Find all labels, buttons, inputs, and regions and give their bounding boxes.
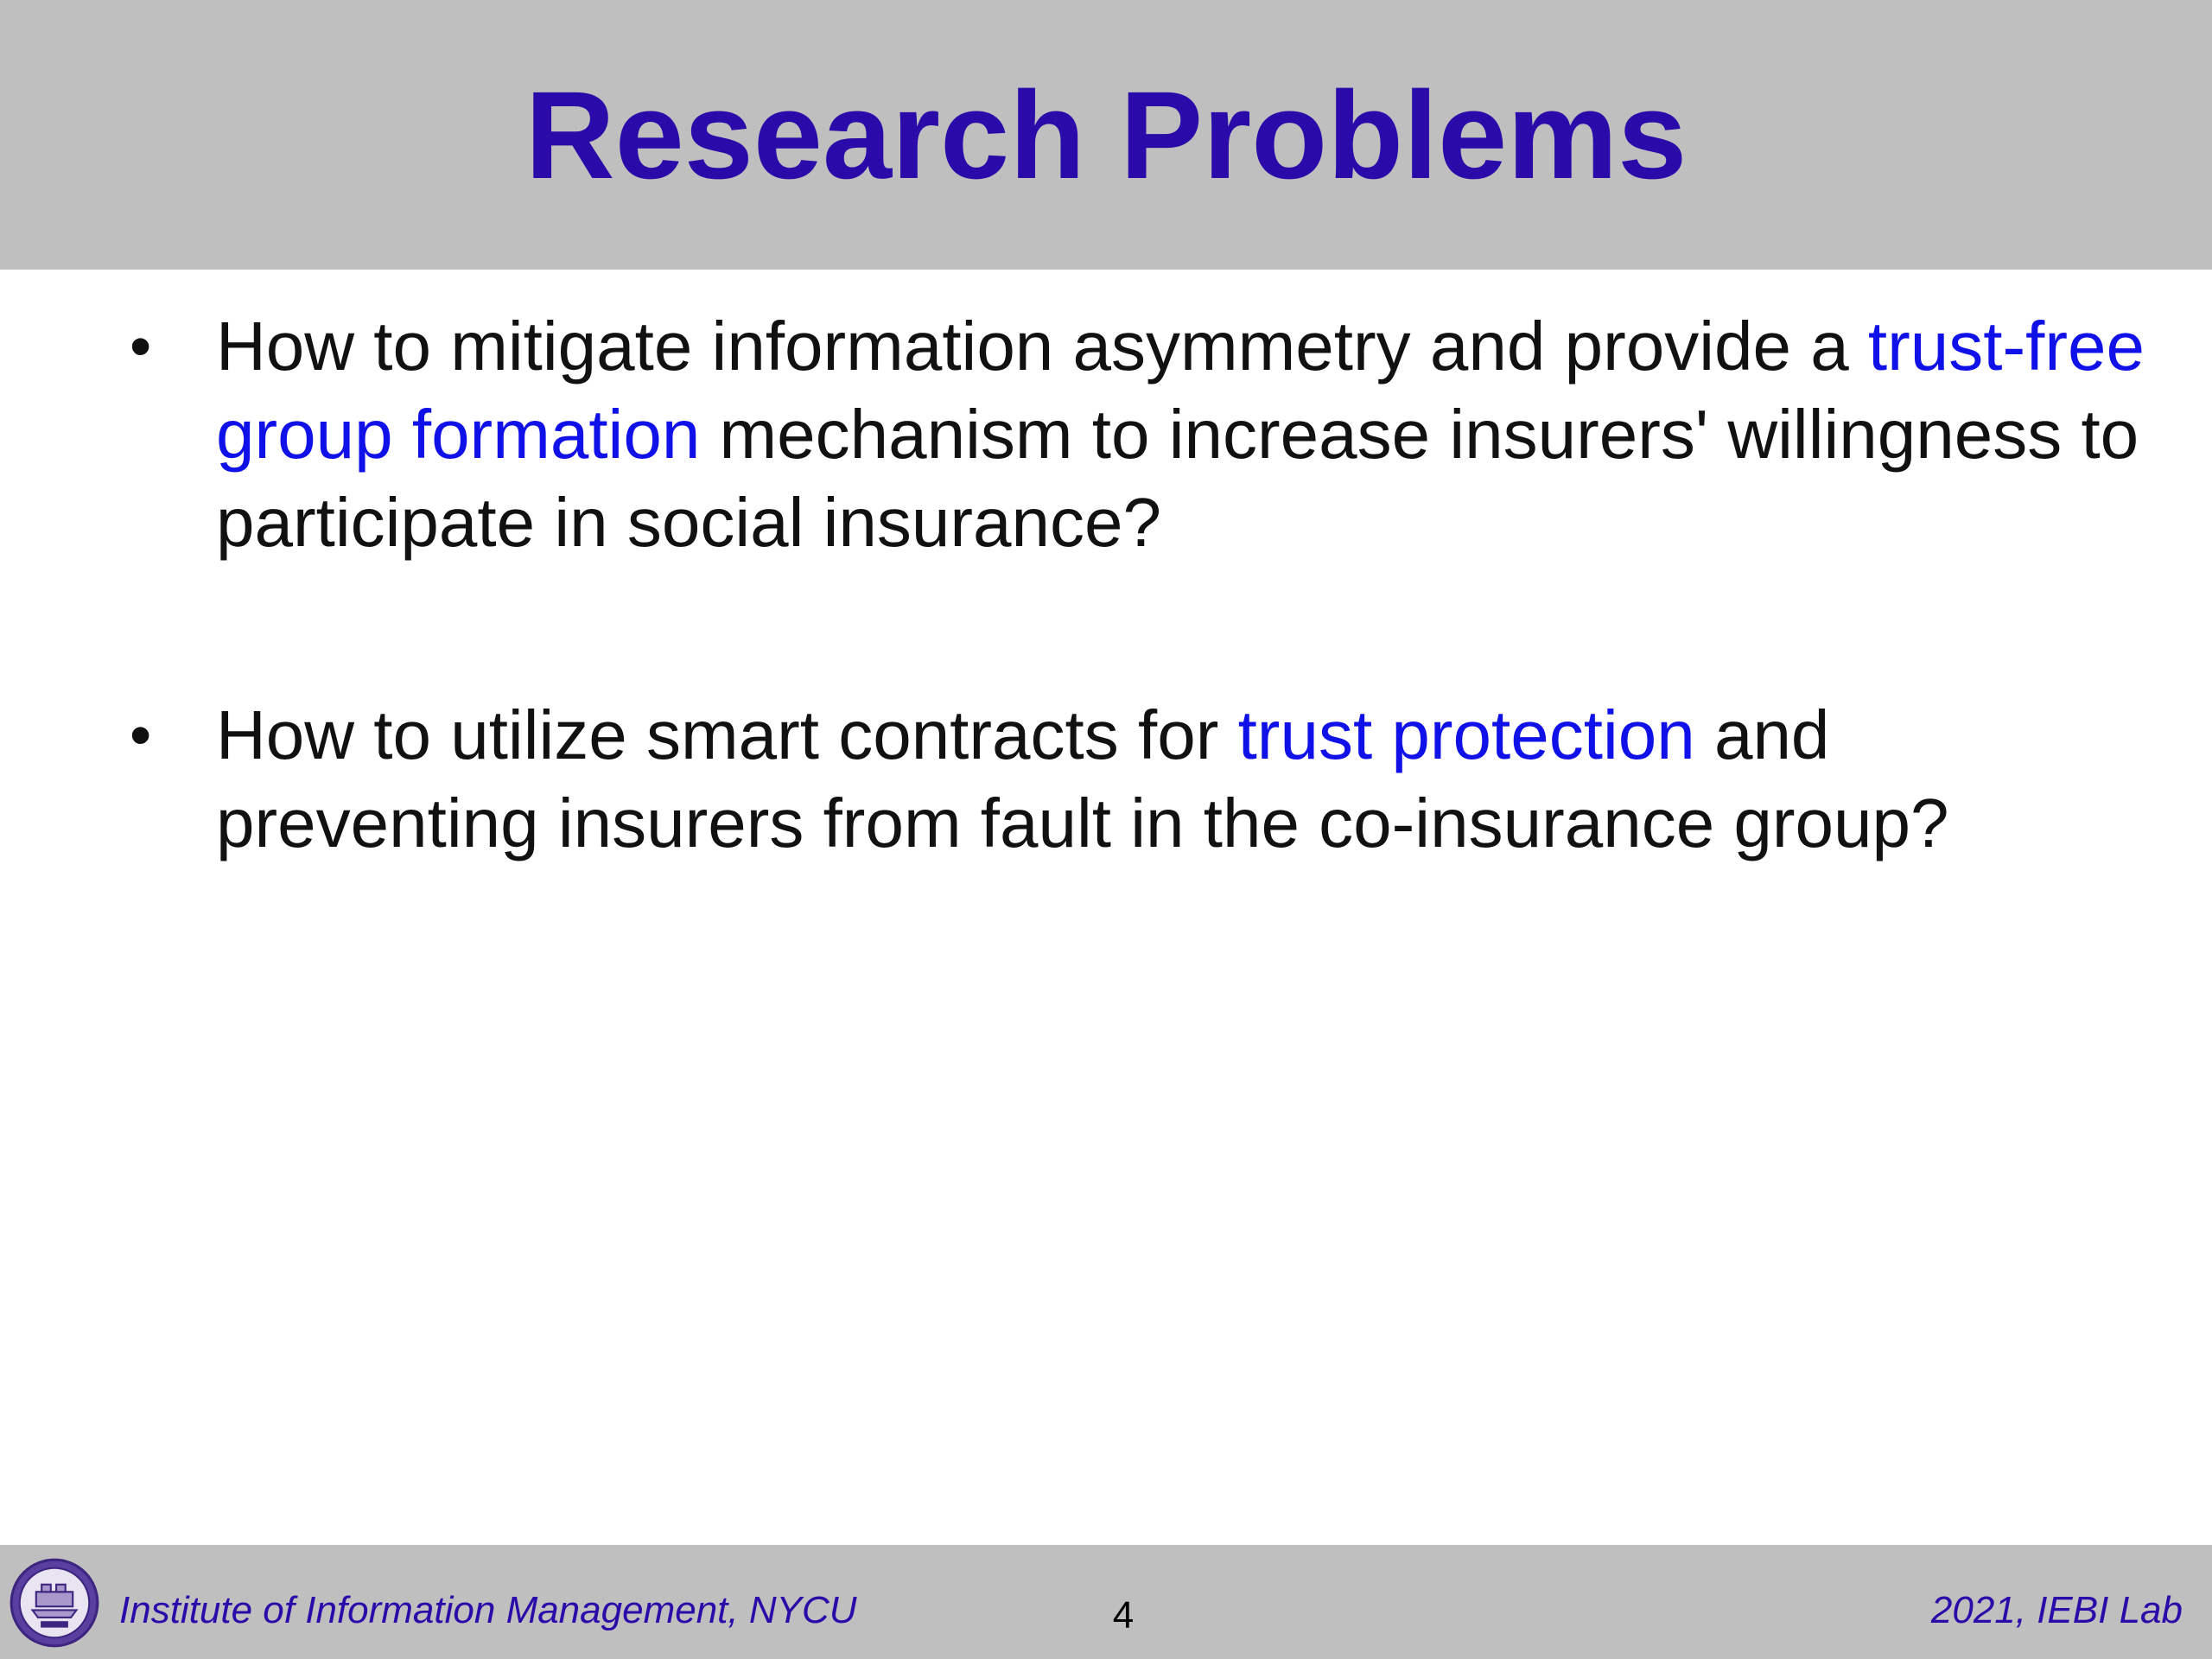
bullet-list [130, 302, 2152, 868]
bullet-item [130, 302, 2152, 567]
bullet-text-segment: How to utilize smart contracts for [216, 696, 1238, 773]
bullet-text-segment: How to mitigate information asymmetry and provide a [216, 308, 1868, 385]
bullet-dot-icon: • [130, 312, 152, 381]
bullet-dot-icon: • [130, 701, 152, 770]
slide-title: Research Problems [524, 66, 1688, 205]
footer-lab: 2021, IEBI Lab [1930, 1589, 2183, 1631]
footer-institution: Institute of Information Management, NYCU [119, 1589, 857, 1631]
bullet-highlight-text: trust protection [1237, 696, 1695, 773]
university-seal-icon [9, 1557, 100, 1649]
bullet-text-segment: mechanism to increase insurers' willingness to participate in social insurance? [216, 396, 2139, 561]
bullet-highlight-text: trust-free group formation [216, 308, 2145, 473]
bullet-item [130, 691, 2152, 868]
title-bar [0, 0, 2212, 270]
page-number: 4 [1112, 1594, 1135, 1637]
bullet-text-segment: and preventing insurers from fault in the co-insurance group? [216, 696, 1949, 861]
